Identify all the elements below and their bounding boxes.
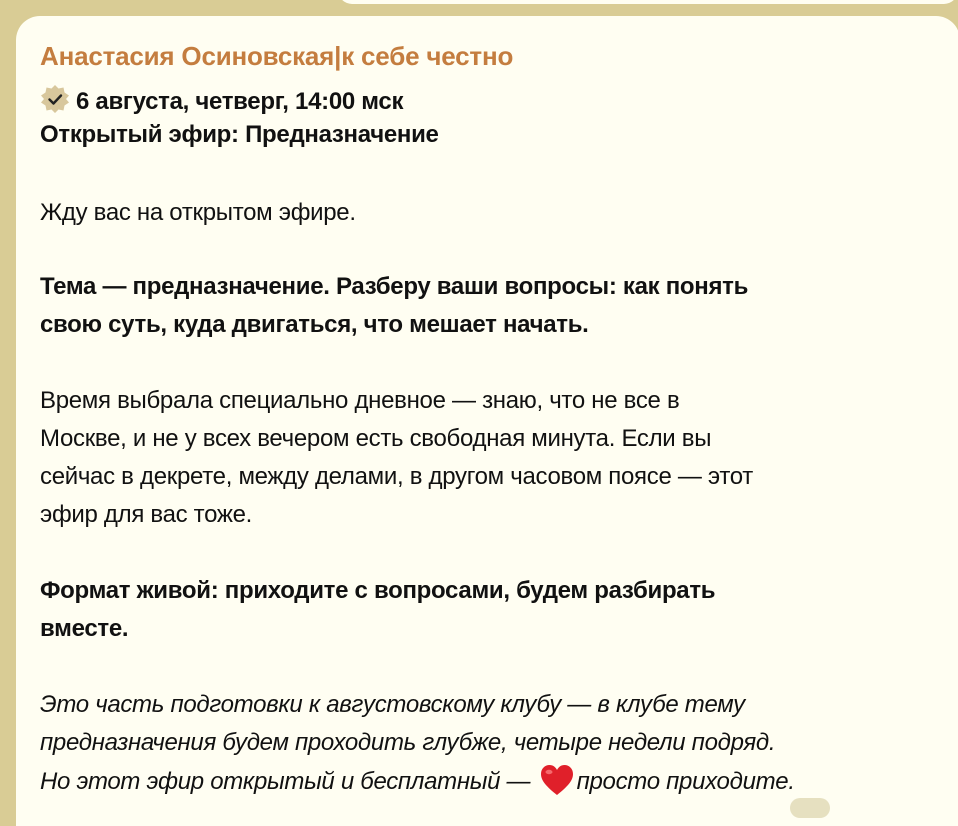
club-line-1: Это часть подготовки к августовскому клубу — в клубе тему bbox=[40, 691, 745, 718]
club-line-2: предназначения будем проходить глубже, четыре недели подряд. bbox=[40, 729, 776, 756]
message-meta-badge bbox=[790, 798, 830, 818]
event-title: Открытый эфир: Предназначение bbox=[40, 121, 439, 148]
format-line-1: Формат живой: приходите с вопросами, будем разбирать bbox=[40, 577, 716, 604]
red-heart-icon bbox=[539, 763, 575, 797]
previous-message-edge bbox=[338, 0, 958, 4]
greeting-text: Жду вас на открытом эфире. bbox=[40, 199, 356, 226]
club-line-3: Но этот эфир открытый и бесплатный — просто приходите. bbox=[40, 763, 795, 797]
event-date-line: 6 августа, четверг, 14:00 мск bbox=[40, 84, 403, 116]
time-line-4: эфир для вас тоже. bbox=[40, 501, 253, 528]
sender-name[interactable]: Анастасия Осиновская|к себе честно bbox=[40, 41, 514, 71]
time-line-1: Время выбрала специально дневное — знаю, что не все в bbox=[40, 387, 680, 414]
topic-line-2: свою суть, куда двигаться, что мешает начать. bbox=[40, 311, 589, 338]
verified-badge-icon bbox=[40, 84, 70, 114]
time-line-2: Москве, и не у всех вечером есть свободная минута. Если вы bbox=[40, 425, 712, 452]
format-line-2: вместе. bbox=[40, 615, 129, 642]
topic-line-1: Тема — предназначение. Разберу ваши вопросы: как понять bbox=[40, 273, 749, 300]
time-line-3: сейчас в декрете, между делами, в другом часовом поясе — этот bbox=[40, 463, 753, 490]
